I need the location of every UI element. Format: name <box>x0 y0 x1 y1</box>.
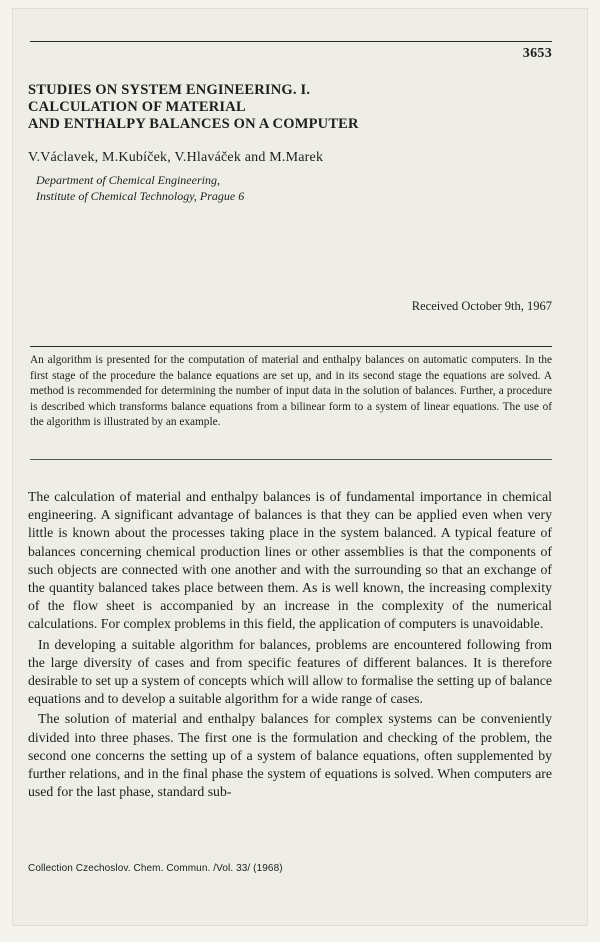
affiliation-line: Institute of Chemical Technology, Prague 6 <box>36 189 245 203</box>
affiliation <box>36 172 244 204</box>
author-list: V.Václavek, M.Kubíček, V.Hlaváček and M.Marek <box>28 150 324 165</box>
title-line: CALCULATION OF MATERIAL <box>28 99 246 115</box>
title-line: STUDIES ON SYSTEM ENGINEERING. I. <box>28 82 311 98</box>
body-paragraph: The solution of material and enthalpy balances for complex systems can be conveniently divided into three phases. The first one is the formulation and checking of the problem, the second one concerns the setting up of a system of balance equations, often supplemented by further relations, and in the final phase the system of equations is solved. When computers are used for the last phase, standard sub- <box>28 711 552 800</box>
abstract-bottom-rule <box>30 459 552 460</box>
journal-page <box>12 8 588 926</box>
page-number: 3653 <box>522 46 552 61</box>
body-paragraph: The calculation of material and enthalpy balances is of fundamental importance in chemical engineering. A significant advantage of balances is that they can be applied even when very little is known about the processes taking place in the system balanced. A typical feature of balances concerning chemical production lines or other assemblies is that the components of such objects are connected with one another and with the surrounding so that an exchange of the quantity balanced takes place between them. As is well known, the increasing complexity of the flow sheet is accompanied by an increase in the complexity of the numerical calculations. For complex problems in this field, the application of computers is unavoidable. <box>28 489 552 632</box>
received-date: Received October 9th, 1967 <box>411 299 552 313</box>
header-rule <box>30 41 552 42</box>
article-title <box>28 82 448 133</box>
journal-citation: Collection Czechoslov. Chem. Commun. /Vol. 33/ (1968) <box>28 863 283 874</box>
abstract-top-rule <box>30 346 552 347</box>
title-line: AND ENTHALPY BALANCES ON A COMPUTER <box>28 116 359 132</box>
article-body <box>28 488 552 803</box>
abstract: An algorithm is presented for the computation of material and enthalpy balances on automatic computers. In the first stage of the procedure the balance equations are set up, and in its second stage the equations are solved. A method is recommended for determining the number of input data in the solution of balances. Further, a procedure is described which transforms balance equations from a bilinear form to a system of linear equations. The use of the algorithm is illustrated by an example. <box>30 354 552 429</box>
body-paragraph: In developing a suitable algorithm for balances, problems are encountered following from the large diversity of cases and from specific features of different balances. It is therefore desirable to set up a system of concepts which will allow to formalise the setting up of balance equations and to develop a suitable algorithm for a wide range of cases. <box>28 636 552 707</box>
affiliation-line: Department of Chemical Engineering, <box>36 173 220 187</box>
